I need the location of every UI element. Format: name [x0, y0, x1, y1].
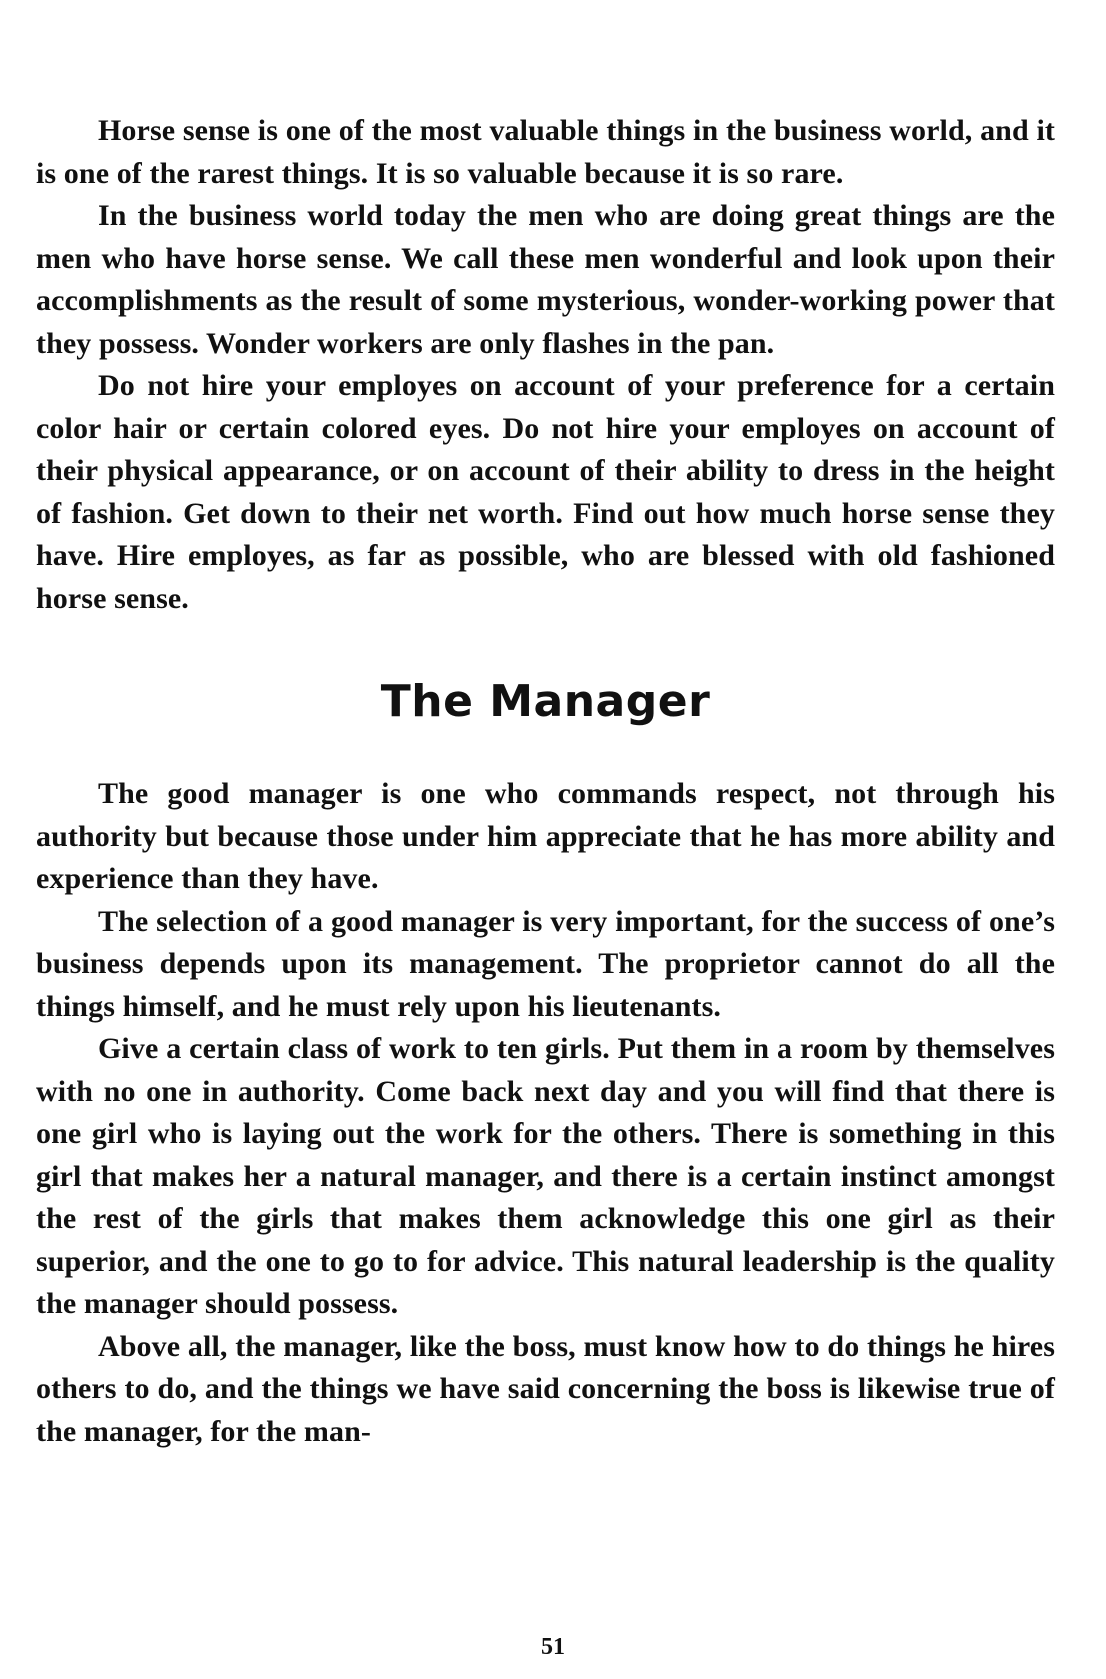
paragraph-manager-knowledge: Above all, the manager, like the boss, must know how to do things he hires others to do, and the things we have said concerning the boss is likewise true of the manager, for the man- [36, 1329, 1055, 1448]
paragraph-horse-sense-business: In the business world today the men who are doing great things are the men who have horse sense. We call these men wonderful and look upon their accomplishments as the result of some mysterious, wonder-working power that they possess. Wonder workers are only flashes in the pan. [36, 199, 1055, 360]
paragraph-manager-selection: The selection of a good manager is very important, for the success of one’s business depends upon its management. The proprietor cannot do all the things himself, and he must rely upon his lieutenants. [36, 904, 1055, 1023]
paragraph-ten-girls: Give a certain class of work to ten girls. Put them in a room by themselves with no one in authority. Come back next day and you will find that there is one girl who is laying out the work for the others. There is something in this girl that makes her a natural manager, and there is a certain instinct amongst the rest of the girls that makes them acknowledge this one girl as their superior, and the one to go to for advice. This natural leadership is the quality the manager should possess. [36, 1032, 1055, 1320]
paragraph-horse-sense-value: Horse sense is one of the most valuable things in the business world, and it is one of the rarest things. It is so valuable because it is so rare. [36, 114, 1055, 190]
page-number: 51 [541, 1634, 565, 1660]
section-heading-the-manager: The Manager [380, 676, 711, 727]
paragraph-good-manager: The good manager is one who commands respect, not through his authority but because those under him appreciate that he has more ability and experience than they have. [36, 777, 1055, 895]
paragraph-hiring-employes: Do not hire your employes on account of your preference for a certain color hair or certain colored eyes. Do not hire your employes on account of their physical appearance, or on account of their ability to dress in the height of fashion. Get down to their net worth. Find out how much horse sense they have. Hire employes, as far as possible, who are blessed with old fashioned horse sense. [36, 369, 1055, 615]
book-page [36, 110, 1055, 1453]
